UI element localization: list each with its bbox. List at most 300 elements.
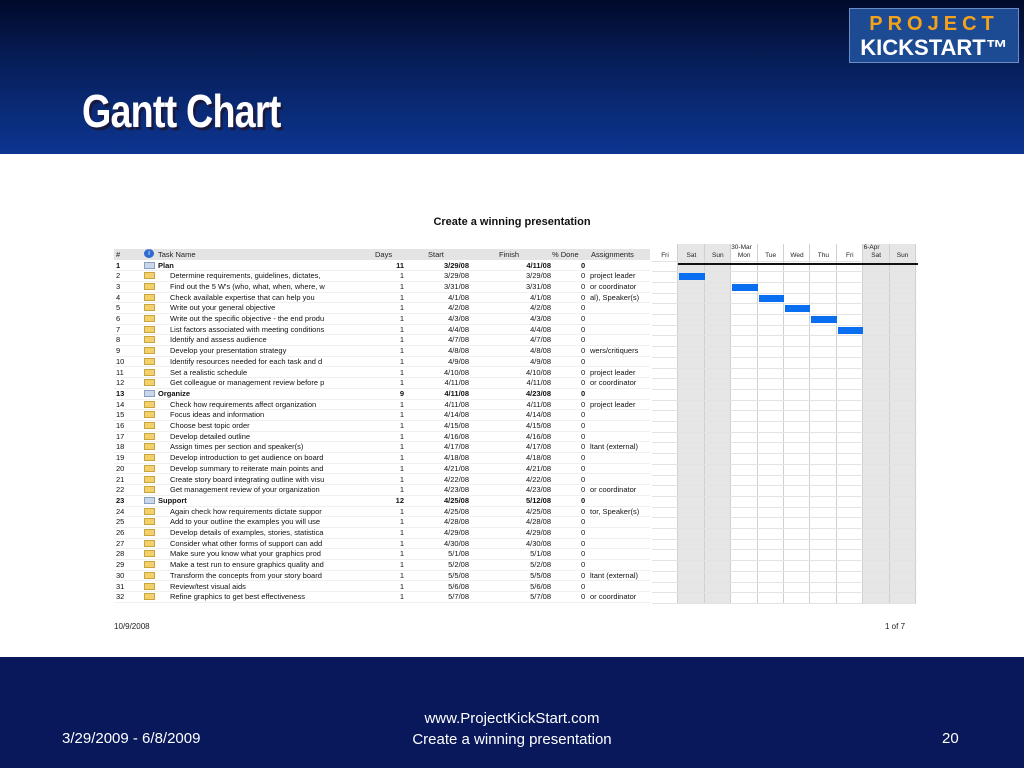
- footer-center: [362, 708, 662, 750]
- info-icon: i: [144, 249, 154, 258]
- task-id: 25: [116, 517, 125, 527]
- task-name: Assign times per section and speaker(s): [170, 442, 304, 452]
- task-percent-done: 0: [581, 260, 586, 270]
- task-name: Make a test run to ensure graphics quality and: [170, 560, 324, 570]
- task-days: 1: [399, 271, 404, 281]
- gantt-row-line: [652, 592, 917, 593]
- task-bar[interactable]: [732, 284, 757, 291]
- task-folder-icon: [144, 336, 155, 343]
- table-row[interactable]: [114, 453, 650, 464]
- gantt-row-line: [652, 346, 917, 347]
- task-name: Identify resources needed for each task and d: [170, 356, 323, 366]
- task-finish: 4/23/08: [525, 485, 551, 495]
- task-days: 1: [399, 410, 404, 420]
- task-percent-done: 0: [581, 399, 586, 409]
- task-folder-icon: [144, 518, 155, 525]
- gantt-row-line: [652, 603, 917, 604]
- task-start: 4/11/08: [444, 378, 469, 388]
- task-assignments: or coordinator: [590, 592, 637, 602]
- task-folder-icon: [144, 583, 155, 590]
- summary-bar[interactable]: [678, 263, 918, 265]
- task-percent-done: 0: [581, 495, 586, 505]
- task-assignments: project leader: [590, 271, 636, 281]
- table-row[interactable]: [114, 421, 650, 432]
- task-id: 2: [116, 271, 121, 281]
- task-percent-done: 0: [581, 442, 586, 452]
- gantt-row-line: [652, 293, 917, 294]
- day-label: Thu: [817, 252, 829, 259]
- gantt-row-line: [652, 496, 917, 497]
- task-assignments: ltant (external): [590, 570, 638, 580]
- task-name: Refine graphics to get best effectiveness: [170, 592, 305, 602]
- task-id: 9: [116, 346, 121, 356]
- task-folder-icon: [144, 529, 155, 536]
- task-percent-done: 0: [581, 421, 586, 430]
- table-row[interactable]: [114, 282, 650, 293]
- task-finish: 4/28/08: [525, 517, 551, 527]
- task-id: 15: [116, 410, 125, 420]
- gantt-row-line: [652, 485, 917, 486]
- day-label: Sat: [686, 252, 697, 259]
- summary-folder-icon: [144, 390, 155, 397]
- task-name: Write out the specific objective - the end produ: [170, 314, 325, 323]
- task-finish: 4/7/08: [530, 335, 551, 345]
- task-days: 1: [399, 303, 404, 313]
- day-label: Sun: [896, 252, 909, 259]
- task-bar[interactable]: [759, 295, 784, 302]
- gantt-row-line: [652, 378, 917, 379]
- gantt-row-line: [652, 335, 917, 336]
- task-days: 1: [399, 356, 404, 366]
- task-name: Transform the concepts from your story board: [170, 570, 322, 580]
- table-row[interactable]: [114, 485, 650, 496]
- gantt-row-line: [652, 475, 917, 476]
- task-finish: 4/4/08: [530, 324, 551, 334]
- table-row[interactable]: [114, 507, 650, 518]
- task-folder-icon: [144, 486, 155, 493]
- task-name: Develop summary to reiterate main points and: [170, 463, 324, 473]
- task-finish: 4/11/08: [526, 260, 551, 270]
- task-id: 7: [116, 324, 121, 334]
- task-percent-done: 0: [581, 303, 586, 313]
- gantt-row-line: [652, 410, 917, 411]
- task-start: 4/25/08: [443, 495, 469, 505]
- task-days: 1: [399, 474, 404, 484]
- task-percent-done: 0: [581, 570, 586, 580]
- table-row[interactable]: [114, 368, 650, 379]
- task-percent-done: 0: [581, 592, 586, 602]
- task-days: 1: [399, 570, 404, 580]
- task-id: 29: [116, 560, 125, 570]
- task-percent-done: 0: [581, 346, 586, 356]
- task-start: 4/1/08: [448, 292, 469, 302]
- task-finish: 4/8/08: [530, 346, 551, 356]
- task-folder-icon: [144, 422, 155, 429]
- task-start: 4/21/08: [443, 463, 469, 473]
- table-row[interactable]: [114, 475, 650, 486]
- task-folder-icon: [144, 454, 155, 461]
- task-name: Determine requirements, guidelines, dictates,: [170, 271, 321, 281]
- task-assignments: or coordinator: [590, 378, 637, 388]
- task-start: 4/25/08: [443, 506, 469, 516]
- task-percent-done: 0: [581, 463, 586, 473]
- task-folder-icon: [144, 315, 155, 322]
- task-start: 4/29/08: [443, 528, 469, 537]
- task-assignments: or coordinator: [590, 281, 637, 291]
- task-finish: 4/2/08: [530, 303, 551, 313]
- task-percent-done: 0: [581, 356, 586, 366]
- task-days: 12: [395, 495, 404, 505]
- task-name: Identify and assess audience: [170, 335, 267, 345]
- task-name: Choose best topic order: [170, 421, 250, 430]
- task-name: Support: [158, 495, 187, 505]
- task-start: 3/29/08: [443, 260, 469, 270]
- task-start: 4/17/08: [443, 442, 469, 452]
- task-percent-done: 0: [581, 506, 586, 516]
- task-assignments: project leader: [590, 367, 636, 377]
- task-folder-icon: [144, 379, 155, 386]
- table-row[interactable]: [114, 389, 650, 400]
- task-finish: 4/10/08: [525, 367, 551, 377]
- task-name: Set a realistic schedule: [170, 367, 248, 377]
- task-days: 1: [399, 549, 404, 559]
- task-days: 1: [399, 292, 404, 302]
- task-days: 1: [399, 281, 404, 291]
- task-finish: 4/16/08: [525, 431, 551, 441]
- gantt-row-line: [652, 421, 917, 422]
- task-days: 1: [399, 399, 404, 409]
- task-percent-done: 0: [581, 453, 586, 463]
- task-name: Develop details of examples, stories, statistica: [170, 528, 324, 537]
- task-folder-icon: [144, 411, 155, 418]
- task-folder-icon: [144, 550, 155, 557]
- task-name: Get management review of your organization: [170, 485, 320, 495]
- table-row[interactable]: [114, 432, 650, 443]
- task-folder-icon: [144, 593, 155, 600]
- task-days: 1: [399, 517, 404, 527]
- logo-line-1: PROJECT: [869, 13, 999, 35]
- task-finish: 4/21/08: [525, 463, 551, 473]
- gantt-row-line: [652, 314, 917, 315]
- task-start: 5/7/08: [448, 592, 469, 602]
- task-finish: 4/1/08: [530, 292, 551, 302]
- task-start: 3/29/08: [443, 271, 469, 281]
- task-folder-icon: [144, 401, 155, 408]
- table-row[interactable]: [114, 293, 650, 304]
- task-bar[interactable]: [679, 273, 704, 280]
- task-id: 8: [116, 335, 121, 345]
- task-bar[interactable]: [811, 316, 836, 323]
- table-row[interactable]: [114, 571, 650, 582]
- task-percent-done: 0: [581, 314, 586, 323]
- week-label: 30-Mar: [731, 244, 752, 251]
- task-finish: 4/9/08: [530, 356, 551, 366]
- summary-folder-icon: [144, 497, 155, 504]
- table-header: [114, 249, 650, 260]
- task-finish: 3/31/08: [525, 281, 551, 291]
- task-days: 9: [399, 388, 404, 398]
- task-days: 1: [399, 538, 404, 548]
- task-start: 4/28/08: [443, 517, 469, 527]
- task-name: Develop your presentation strategy: [170, 346, 287, 356]
- task-assignments: wers/critiquers: [590, 346, 639, 356]
- task-start: 4/18/08: [443, 453, 469, 463]
- task-start: 4/2/08: [448, 303, 469, 313]
- task-finish: 5/2/08: [530, 560, 551, 570]
- task-name: Create story board integrating outline with visu: [170, 474, 325, 484]
- gantt-row-line: [652, 271, 917, 272]
- table-row[interactable]: [114, 410, 650, 421]
- task-days: 1: [399, 335, 404, 345]
- task-id: 12: [116, 378, 125, 388]
- gantt-row-line: [652, 453, 917, 454]
- task-days: 1: [399, 346, 404, 356]
- col-finish-header: Finish: [499, 250, 520, 259]
- task-percent-done: 0: [581, 431, 586, 441]
- task-days: 11: [396, 260, 404, 270]
- task-name: Consider what other forms of support can add: [170, 538, 323, 548]
- task-finish: 4/25/08: [525, 506, 551, 516]
- task-name: Again check how requirements dictate suppor: [170, 506, 322, 516]
- col-assign-header: Assignments: [591, 250, 634, 259]
- col-id-header: #: [116, 250, 121, 259]
- task-folder-icon: [144, 508, 155, 515]
- task-percent-done: 0: [581, 367, 586, 377]
- task-percent-done: 0: [581, 549, 586, 559]
- task-percent-done: 0: [581, 474, 586, 484]
- week-label: 6-Apr: [863, 244, 880, 251]
- task-start: 4/3/08: [448, 314, 469, 323]
- footer-date-range: 3/29/2009 - 6/8/2009: [62, 730, 201, 747]
- task-folder-icon: [144, 347, 155, 354]
- task-id: 18: [116, 442, 125, 452]
- task-finish: 4/23/08: [525, 388, 551, 398]
- task-id: 17: [116, 431, 125, 441]
- task-id: 22: [116, 485, 125, 495]
- task-start: 4/14/08: [443, 410, 469, 420]
- task-start: 4/8/08: [448, 346, 469, 356]
- task-folder-icon: [144, 443, 155, 450]
- slide-number: 20: [942, 730, 959, 747]
- task-id: 4: [116, 292, 121, 302]
- task-percent-done: 0: [581, 281, 586, 291]
- task-folder-icon: [144, 358, 155, 365]
- slide-title: Gantt Chart: [82, 85, 281, 137]
- task-percent-done: 0: [581, 271, 586, 281]
- task-start: 4/7/08: [448, 335, 469, 345]
- task-finish: 4/18/08: [525, 453, 551, 463]
- task-percent-done: 0: [581, 324, 586, 334]
- table-row[interactable]: [114, 517, 650, 528]
- task-start: 4/30/08: [443, 538, 469, 548]
- gantt-row-line: [652, 539, 917, 540]
- task-name: Plan: [158, 260, 174, 270]
- task-id: 31: [116, 581, 125, 591]
- table-row[interactable]: [114, 528, 650, 539]
- task-days: 1: [399, 528, 404, 537]
- gantt-row-line: [652, 571, 917, 572]
- task-percent-done: 0: [581, 581, 586, 591]
- task-assignments: project leader: [590, 399, 636, 409]
- task-days: 1: [399, 463, 404, 473]
- task-days: 1: [399, 431, 404, 441]
- task-folder-icon: [144, 369, 155, 376]
- task-id: 11: [116, 367, 124, 377]
- day-label: Sat: [871, 252, 882, 259]
- table-row[interactable]: [114, 464, 650, 475]
- task-finish: 4/11/08: [526, 378, 551, 388]
- task-days: 1: [399, 442, 404, 452]
- table-row[interactable]: [114, 346, 650, 357]
- task-name: Check how requirements affect organization: [170, 399, 317, 409]
- task-finish: 4/3/08: [530, 314, 551, 323]
- task-id: 5: [116, 303, 121, 313]
- task-id: 21: [116, 474, 125, 484]
- task-id: 19: [116, 453, 125, 463]
- table-row[interactable]: [114, 400, 650, 411]
- gantt-row-line: [652, 560, 917, 561]
- task-folder-icon: [144, 465, 155, 472]
- gantt-row-line: [652, 432, 917, 433]
- task-finish: 5/6/08: [530, 581, 551, 591]
- table-row[interactable]: [114, 560, 650, 571]
- table-row[interactable]: [114, 261, 650, 272]
- task-start: 5/1/08: [448, 549, 469, 559]
- task-id: 30: [116, 570, 125, 580]
- table-row[interactable]: [114, 335, 650, 346]
- task-days: 1: [399, 324, 404, 334]
- task-finish: 4/11/08: [526, 399, 551, 409]
- task-folder-icon: [144, 326, 155, 333]
- task-name: Make sure you know what your graphics prod: [170, 549, 321, 559]
- task-folder-icon: [144, 561, 155, 568]
- task-id: 16: [116, 421, 125, 430]
- gantt-row-line: [652, 357, 917, 358]
- task-days: 1: [399, 485, 404, 495]
- table-row[interactable]: [114, 549, 650, 560]
- task-start: 4/23/08: [443, 485, 469, 495]
- task-percent-done: 0: [581, 410, 586, 420]
- task-name: Develop detailed outline: [170, 431, 251, 441]
- task-id: 10: [116, 356, 125, 366]
- task-assignments: tor, Speaker(s): [590, 506, 640, 516]
- task-id: 1: [116, 260, 121, 270]
- task-percent-done: 0: [581, 517, 586, 527]
- task-finish: 4/29/08: [525, 528, 551, 537]
- gantt-row-line: [652, 464, 917, 465]
- task-start: 5/5/08: [448, 570, 469, 580]
- table-row[interactable]: [114, 592, 650, 603]
- task-folder-icon: [144, 294, 155, 301]
- col-name-header: Task Name: [158, 250, 196, 259]
- task-id: 13: [116, 388, 125, 398]
- task-assignments: or coordinator: [590, 485, 637, 495]
- task-folder-icon: [144, 540, 155, 547]
- task-start: 4/22/08: [443, 474, 469, 484]
- task-days: 1: [399, 560, 404, 570]
- task-folder-icon: [144, 433, 155, 440]
- table-row[interactable]: [114, 378, 650, 389]
- print-date: 10/9/2008: [114, 622, 150, 631]
- task-id: 23: [116, 495, 125, 505]
- gantt-timeline: [652, 244, 917, 604]
- task-finish: 5/12/08: [525, 495, 551, 505]
- gantt-row-line: [652, 442, 917, 443]
- task-finish: 4/17/08: [525, 442, 551, 452]
- task-percent-done: 0: [581, 485, 586, 495]
- footer-subtitle: Create a winning presentation: [412, 731, 612, 748]
- task-bar[interactable]: [838, 327, 863, 334]
- task-finish: 4/22/08: [525, 474, 551, 484]
- task-folder-icon: [144, 572, 155, 579]
- task-finish: 5/7/08: [530, 592, 551, 602]
- task-name: Get colleague or management review before p: [170, 378, 325, 388]
- gantt-row-line: [652, 303, 917, 304]
- project-kickstart-logo: [849, 8, 1019, 63]
- col-start-header: Start: [428, 250, 444, 259]
- gantt-row-line: [652, 282, 917, 283]
- table-row[interactable]: [114, 442, 650, 453]
- day-label: Fri: [846, 252, 854, 259]
- task-percent-done: 0: [581, 538, 586, 548]
- task-finish: 4/30/08: [525, 538, 551, 548]
- task-name: Focus ideas and information: [170, 410, 265, 420]
- task-days: 1: [399, 421, 404, 430]
- task-start: 4/9/08: [448, 356, 469, 366]
- task-finish: 5/1/08: [530, 549, 551, 559]
- gantt-row-line: [652, 528, 917, 529]
- day-label: Wed: [790, 252, 804, 259]
- day-label: Mon: [737, 252, 751, 259]
- gantt-row-line: [652, 368, 917, 369]
- task-name: Develop introduction to get audience on board: [170, 453, 324, 463]
- task-finish: 3/29/08: [525, 271, 551, 281]
- task-start: 4/15/08: [443, 421, 469, 430]
- task-folder-icon: [144, 304, 155, 311]
- task-finish: 4/15/08: [525, 421, 551, 430]
- table-row[interactable]: [114, 303, 650, 314]
- task-folder-icon: [144, 476, 155, 483]
- table-row[interactable]: [114, 582, 650, 593]
- task-folder-icon: [144, 272, 155, 279]
- gantt-row-line: [652, 517, 917, 518]
- task-name: Add to your outline the examples you will use: [170, 517, 321, 527]
- task-name: Write out your general objective: [170, 303, 276, 313]
- day-label: Sun: [712, 252, 724, 259]
- task-id: 27: [116, 538, 125, 548]
- task-days: 1: [399, 378, 404, 388]
- task-days: 1: [399, 581, 404, 591]
- task-percent-done: 0: [581, 528, 586, 537]
- task-start: 4/4/08: [448, 324, 469, 334]
- task-id: 32: [116, 592, 125, 602]
- table-row[interactable]: [114, 314, 650, 325]
- task-start: 4/16/08: [443, 431, 469, 441]
- task-id: 26: [116, 528, 125, 537]
- task-assignments: al), Speaker(s): [590, 292, 640, 302]
- col-days-header: Days: [375, 250, 393, 259]
- gantt-row-line: [652, 325, 917, 326]
- table-row[interactable]: [114, 271, 650, 282]
- task-bar[interactable]: [785, 305, 810, 312]
- task-name: List factors associated with meeting conditions: [170, 324, 325, 334]
- table-row[interactable]: [114, 539, 650, 550]
- table-row[interactable]: [114, 357, 650, 368]
- table-row[interactable]: [114, 496, 650, 507]
- task-id: 14: [116, 399, 125, 409]
- table-row[interactable]: [114, 325, 650, 336]
- task-days: 1: [399, 314, 404, 323]
